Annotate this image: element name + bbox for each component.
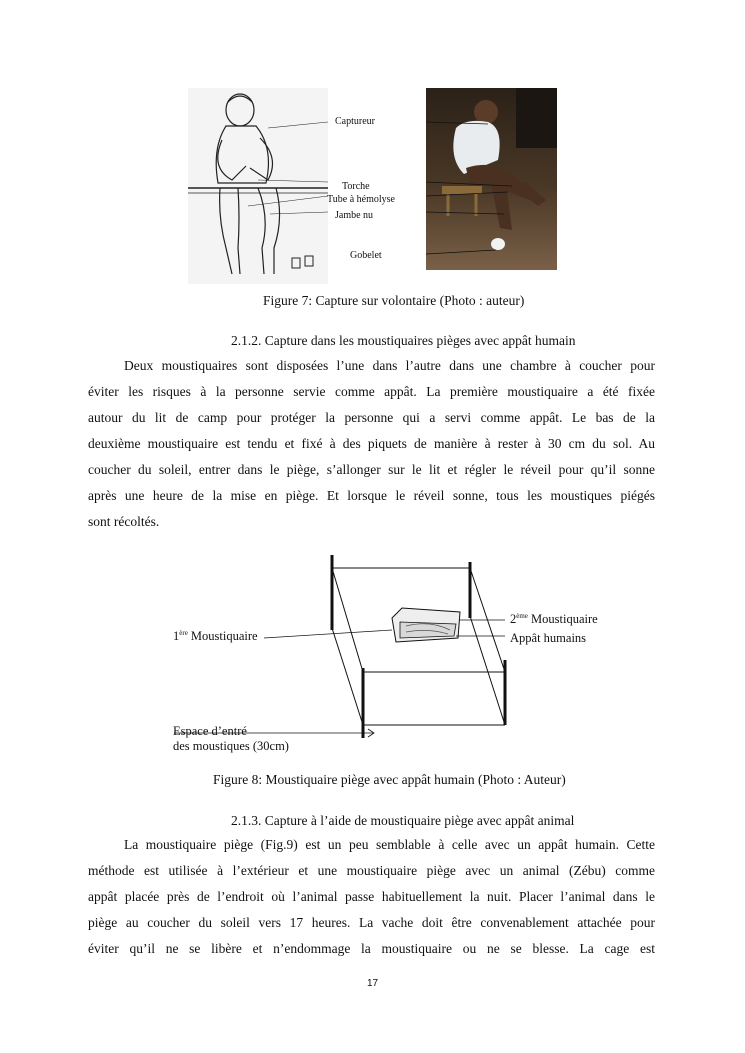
paragraph-line: autour du lit de camp pour protéger la personne qui a servi comme appât. Le bas de la <box>88 410 655 425</box>
paragraph-line: deuxième moustiquaire est tendu et fixé à des piquets de manière à rester à 30 cm du sol. Au <box>88 436 655 451</box>
label-torche: Torche <box>342 181 370 192</box>
figure7-caption: Figure 7: Capture sur volontaire (Photo : auteur) <box>263 293 525 308</box>
page-number: 17 <box>366 978 379 989</box>
paragraph-line: piège au coucher du soleil vers 17 heures. La vache doit être convenablement attachée pour <box>88 915 655 930</box>
paragraph-line: éviter les risques à la personne servie comme appât. La première moustiquaire a été fixée <box>88 384 655 399</box>
section-2-1-2-paragraph <box>88 353 655 535</box>
section-2-1-2-heading <box>231 333 576 349</box>
paragraph-line: La moustiquaire piège (Fig.9) est un peu semblable à celle avec un appât humain. Cette <box>124 837 655 852</box>
figure8-caption: Figure 8: Moustiquaire piège avec appât humain (Photo : Auteur) <box>213 772 566 787</box>
label-jambe-nu: Jambe nu <box>335 210 374 221</box>
label-second-net: 2ème Moustiquaire <box>510 612 598 627</box>
paragraph-line: après une heure de la mise en piège. Et lorsque le réveil sonne, tous les moustiques piégés <box>88 488 655 503</box>
label-entry-space-2: des moustiques (30cm) <box>173 739 289 753</box>
section-number: 2.1.2. <box>231 333 262 348</box>
figure7-sketch <box>188 88 328 284</box>
label-first-net: 1ère Moustiquaire <box>173 629 258 644</box>
section-number: 2.1.3. <box>231 813 262 828</box>
paragraph-line: éviter qu’il ne se libère et n’endommage la moustiquaire ou ne se blesse. La cage est <box>88 941 655 956</box>
paragraph-line: méthode est utilisée à l’extérieur et une moustiquaire piège avec un animal (Zébu) comme <box>88 863 655 878</box>
label-captureur: Captureur <box>335 116 375 127</box>
section-title: Capture dans les moustiquaires pièges avec appât humain <box>264 333 576 348</box>
paragraph-line: sont récoltés. <box>88 514 160 529</box>
label-entry-space-1: Espace d’entré <box>173 724 247 738</box>
paragraph-line: coucher du soleil, entrer dans le piège, s’allonger sur le lit et régler le réveil pour qu’il sonne <box>88 462 655 477</box>
section-title: Capture à l’aide de moustiquaire piège avec appât animal <box>264 813 575 828</box>
paragraph-line: appât placée près de l’endroit où l’animal passe habituellement la nuit. Placer l’animal dans le <box>88 889 655 904</box>
section-2-1-3-heading <box>231 813 574 829</box>
figure7-photo <box>426 88 557 270</box>
section-2-1-3-paragraph <box>88 832 655 962</box>
label-tube-hemolyse: Tube à hémolyse <box>327 194 395 205</box>
label-gobelet: Gobelet <box>350 250 382 261</box>
label-bait: Appât humains <box>510 631 587 645</box>
paragraph-line: Deux moustiquaires sont disposées l’une dans l’autre dans une chambre à coucher pour <box>124 358 655 373</box>
